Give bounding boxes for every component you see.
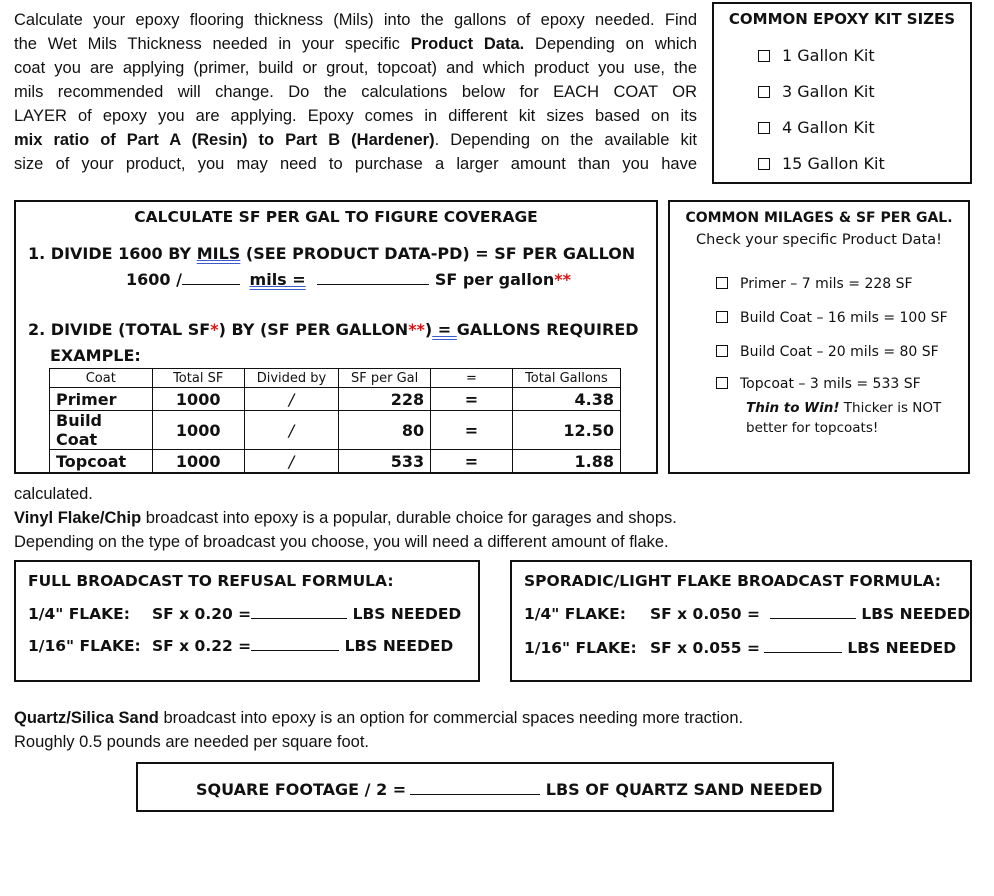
milage-option[interactable]: Build Coat – 16 mils = 100 SF — [716, 310, 948, 326]
lbs-blank[interactable] — [770, 604, 856, 619]
milage-option[interactable]: Build Coat – 20 mils = 80 SF — [716, 344, 939, 360]
kit-option[interactable]: 4 Gallon Kit — [758, 118, 875, 137]
lbs-blank[interactable] — [764, 638, 842, 653]
vinyl-paragraph: Vinyl Flake/Chip broadcast into epoxy is a popular, durable choice for garages and shops. Depending on the type of broadcast you choose, you will need a different amount of flake. — [14, 509, 677, 551]
lbs-blank[interactable] — [251, 636, 339, 651]
intro-paragraph — [14, 8, 697, 176]
kit-option[interactable]: 15 Gallon Kit — [758, 154, 885, 173]
sporadic-box — [510, 560, 972, 682]
example-table — [49, 368, 621, 473]
table-row: Topcoat 1000 / 533 = 1.88 — [50, 450, 621, 473]
intro-line: mils recommended will change. Do the calculations below for EACH COAT OR — [14, 83, 697, 101]
full-broadcast-box — [14, 560, 480, 682]
calc-box — [14, 200, 658, 474]
checkbox[interactable] — [758, 50, 770, 62]
lbs-blank[interactable] — [251, 604, 347, 619]
checkbox[interactable] — [716, 345, 728, 357]
product-data-emphasis: Product Data. — [410, 35, 525, 53]
topcoat-note: Thin to Win! Thicker is NOT better for topcoats! — [746, 400, 942, 436]
quartz-paragraph: Quartz/Silica Sand broadcast into epoxy is an option for commercial spaces needing more traction. Roughly 0.5 pounds are needed per square foot. — [14, 709, 744, 751]
step-1-formula: 1600 / mils = SF per gallon** — [126, 270, 571, 289]
kit-option[interactable]: 3 Gallon Kit — [758, 82, 875, 101]
step-2: 2. DIVIDE (TOTAL SF*) BY (SF PER GALLON**) = GALLONS REQUIRED — [28, 320, 639, 339]
milages-subtitle: Check your specific Product Data! — [696, 232, 942, 248]
quartz-formula: SQUARE FOOTAGE / 2 = LBS OF QUARTZ SAND NEEDED — [196, 780, 823, 799]
intro-line: Calculate your epoxy flooring thickness (Mils) into the gallons of epoxy needed. Find — [14, 11, 697, 29]
intro-line: coat you are applying (primer, build or grout, topcoat) and which product you use, the — [14, 59, 697, 77]
mix-ratio-emphasis: mix ratio of Part A (Resin) to Part B (Hardener) — [14, 131, 435, 149]
col-header: Total Gallons — [512, 369, 620, 388]
calc-title: CALCULATE SF PER GAL TO FIGURE COVERAGE — [134, 208, 538, 226]
kit-sizes-title: COMMON EPOXY KIT SIZES — [728, 10, 956, 28]
kit-option[interactable]: 1 Gallon Kit — [758, 46, 875, 65]
full-row-sixteenth: 1/16" FLAKE: SF x 0.22 = LBS NEEDED — [28, 637, 454, 655]
milages-title: COMMON MILAGES & SF PER GAL. — [685, 210, 953, 226]
example-label: EXAMPLE: — [50, 346, 141, 365]
quartz-lbs-blank[interactable] — [410, 780, 540, 795]
sporadic-title: SPORADIC/LIGHT FLAKE BROADCAST FORMULA: — [524, 572, 942, 590]
checkbox[interactable] — [758, 158, 770, 170]
col-header: Total SF — [152, 369, 244, 388]
sporadic-row-sixteenth: 1/16" FLAKE: SF x 0.055 = LBS NEEDED — [524, 639, 957, 657]
step-1: 1. DIVIDE 1600 BY MILS (SEE PRODUCT DATA-PD) = SF PER GALLON — [28, 244, 636, 263]
milage-option[interactable]: Primer – 7 mils = 228 SF — [716, 276, 913, 292]
kit-sizes-box — [712, 2, 972, 184]
table-row: Build Coat 1000 / 80 = 12.50 — [50, 411, 621, 450]
col-header: Coat — [50, 369, 153, 388]
col-header: SF per Gal — [339, 369, 431, 388]
milage-option[interactable]: Topcoat – 3 mils = 533 SF — [716, 376, 921, 392]
intro-end: calculated. — [14, 485, 93, 503]
checkbox[interactable] — [758, 86, 770, 98]
sporadic-row-quarter: 1/4" FLAKE: SF x 0.050 = LBS NEEDED — [524, 605, 971, 623]
intro-line: size of your product, you may need to purchase a larger amount than you have — [14, 155, 697, 173]
col-header: Divided by — [244, 369, 338, 388]
mils-blank[interactable] — [182, 270, 240, 285]
milages-box — [668, 200, 970, 474]
intro-line: the Wet Mils Thickness needed in your specific Product Data. Depending on which — [14, 35, 698, 53]
intro-line: LAYER of epoxy you are applying. Epoxy comes in different kit sizes based on its — [14, 107, 697, 125]
sf-per-gallon-blank[interactable] — [317, 270, 429, 285]
quartz-formula-box — [136, 762, 834, 812]
full-broadcast-title: FULL BROADCAST TO REFUSAL FORMULA: — [28, 572, 394, 590]
checkbox[interactable] — [716, 277, 728, 289]
table-header-row — [50, 369, 621, 388]
checkbox[interactable] — [716, 311, 728, 323]
checkbox[interactable] — [716, 377, 728, 389]
intro-line: mix ratio of Part A (Resin) to Part B (Hardener). Depending on the available kit — [14, 131, 697, 149]
full-row-quarter: 1/4" FLAKE: SF x 0.20 = LBS NEEDED — [28, 605, 462, 623]
checkbox[interactable] — [758, 122, 770, 134]
table-row: Primer 1000 / 228 = 4.38 — [50, 388, 621, 411]
col-header: = — [431, 369, 513, 388]
